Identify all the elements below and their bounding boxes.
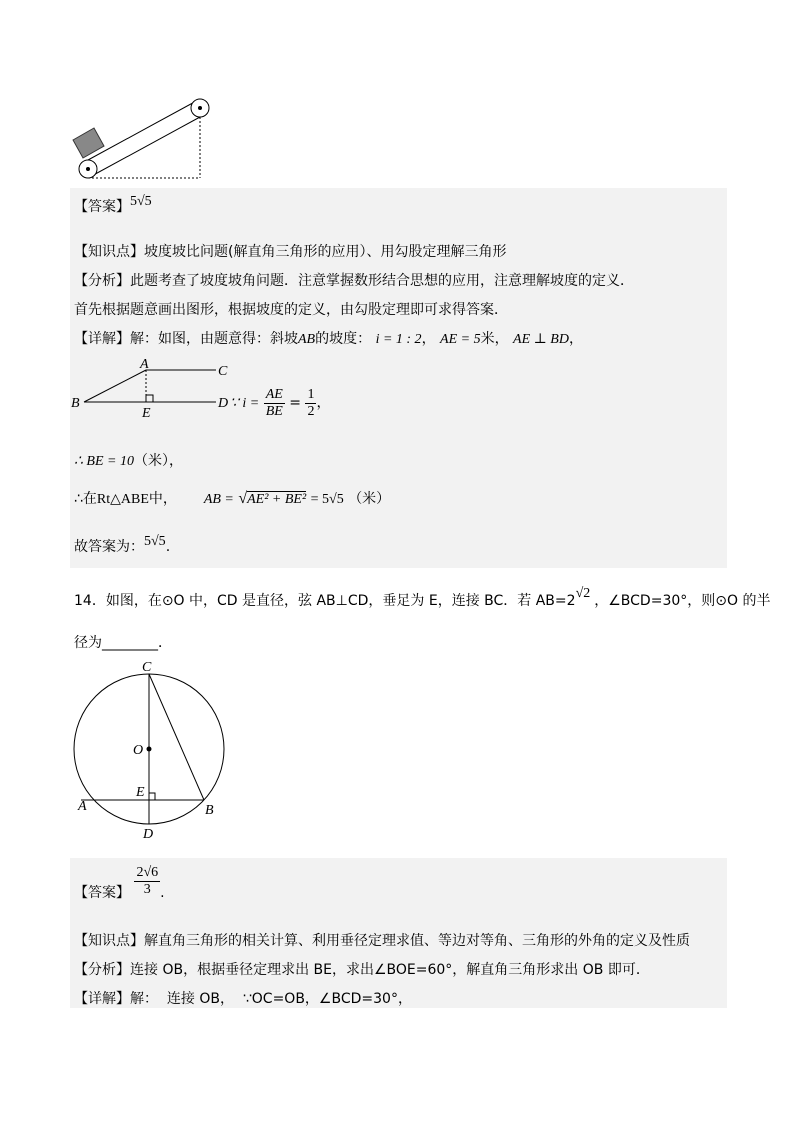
detail-line-14 [74,990,412,1008]
slope-figure [70,355,240,420]
label-b: B [205,803,214,818]
be-line [74,452,183,471]
knowledge-text: 解直角三角形的相关计算、利用垂径定理求值、等边对等角、三角形的外角的定义及性质 [144,933,690,949]
answer-frac: $\frac{2√6}{3}$ [136,864,159,897]
analysis-line-14 [74,961,650,979]
rt-tri: Rt△ABE [96,492,149,507]
detail-ab: AB [298,332,316,347]
detail-text-b: 的坡度： [315,331,372,347]
question-14-line2: 径为________． [74,635,172,651]
label-a: A [78,799,87,814]
label-c: C [142,660,152,675]
question-14 [74,586,771,611]
answer-label: 【答案】 [74,199,130,215]
answer-line-13 [74,194,152,217]
final-line-13 [74,534,171,557]
analysis-line-13 [74,272,634,290]
rt-prefix: ∴在 [74,491,97,507]
detail-text: 解： 连接 OB， ∵OC=OB，∠BCD=30°， [130,991,412,1007]
label-o: O [133,743,144,758]
answer-value: 5√5 [130,194,152,209]
final-end: . [165,539,171,555]
rt-formula-left: AB = [203,492,234,507]
detail-ae: AE = 5 [440,332,481,347]
ratio-end: ， [316,395,331,411]
detail-line-13: 【详解】解：如图，由题意得：斜坡AB的坡度： i = 1 : 2， AE = 5米， AE ⊥ BD， [74,331,583,347]
be-unit: （米）， [133,453,183,469]
detail-label: 【详解】 [74,991,130,1007]
rt-line: ∴在Rt△ABE中， AB = √AE² + BE² = 5√5 （米） [74,490,391,507]
answer-line-14 [74,864,165,901]
label-e: E [142,406,151,420]
conveyor-figure [70,98,220,180]
be-value: ∴ BE = 10 [74,454,134,469]
answer-end: . [160,885,165,901]
label-e: E [136,785,145,800]
detail-ratio: i = 1 : 2 [375,332,422,347]
analysis-line2-13: 首先根据题意画出图形，根据坡度的定义，由勾股定理即可求得答案． [74,302,508,318]
detail-end: ， [568,331,583,347]
analysis-label: 【分析】 [74,962,130,978]
q14-text-b: ，∠BCD=30°，则⊙O 的半 [594,593,771,609]
analysis-label: 【分析】 [74,273,130,289]
knowledge-text: 坡度坡比问题(解直角三角形的应用）、用勾股定理解三角形 [144,244,507,260]
ratio-frac2: $\frac{1}{2}$ [307,386,315,419]
knowledge-label: 【知识点】 [74,244,144,260]
detail-perp: AE ⊥ BD [513,332,569,347]
detail-label: 【详解】 [74,331,130,347]
ratio-prefix: ∵ i = [230,396,260,411]
label-c: C [218,364,228,379]
ratio-eq: = [289,395,301,411]
knowledge-label: 【知识点】 [74,933,144,949]
detail-text: 解：如图，由题意得：斜坡 [130,331,298,347]
q14-sqrt: √2 [575,586,591,601]
knowledge-line-13 [74,243,506,261]
final-value: 5√5 [144,534,166,549]
knowledge-line-14 [74,932,690,950]
analysis-text: 此题考查了坡度坡角问题．注意掌握数形结合思想的应用，注意理解坡度的定义． [130,273,634,289]
detail-mi: 米， [480,331,509,347]
label-a: A [140,357,149,372]
answer-label: 【答案】 [74,885,130,901]
final-text: 故答案为： [74,539,144,555]
label-d: D [218,396,229,411]
ratio-frac1: $\frac{AE}{BE}$ [265,386,283,419]
label-d: D [143,827,154,842]
circle-figure [70,655,235,845]
rt-formula-sqrt: AE² + BE² [247,492,307,507]
rt-mid: 中， [148,491,177,507]
label-b: B [71,396,80,411]
rt-unit: （米） [348,491,391,507]
ratio-line [230,386,330,421]
rt-formula-right: = 5√5 [310,492,344,507]
analysis-text: 连接 OB，根据垂径定理求出 BE，求出∠BOE=60°，解直角三角形求出 OB 即可． [130,962,650,978]
q14-text-a: 14．如图，在⊙O 中，CD 是直径，弦 AB⊥CD，垂足为 E，连接 BC．若 AB=2 [74,593,576,609]
